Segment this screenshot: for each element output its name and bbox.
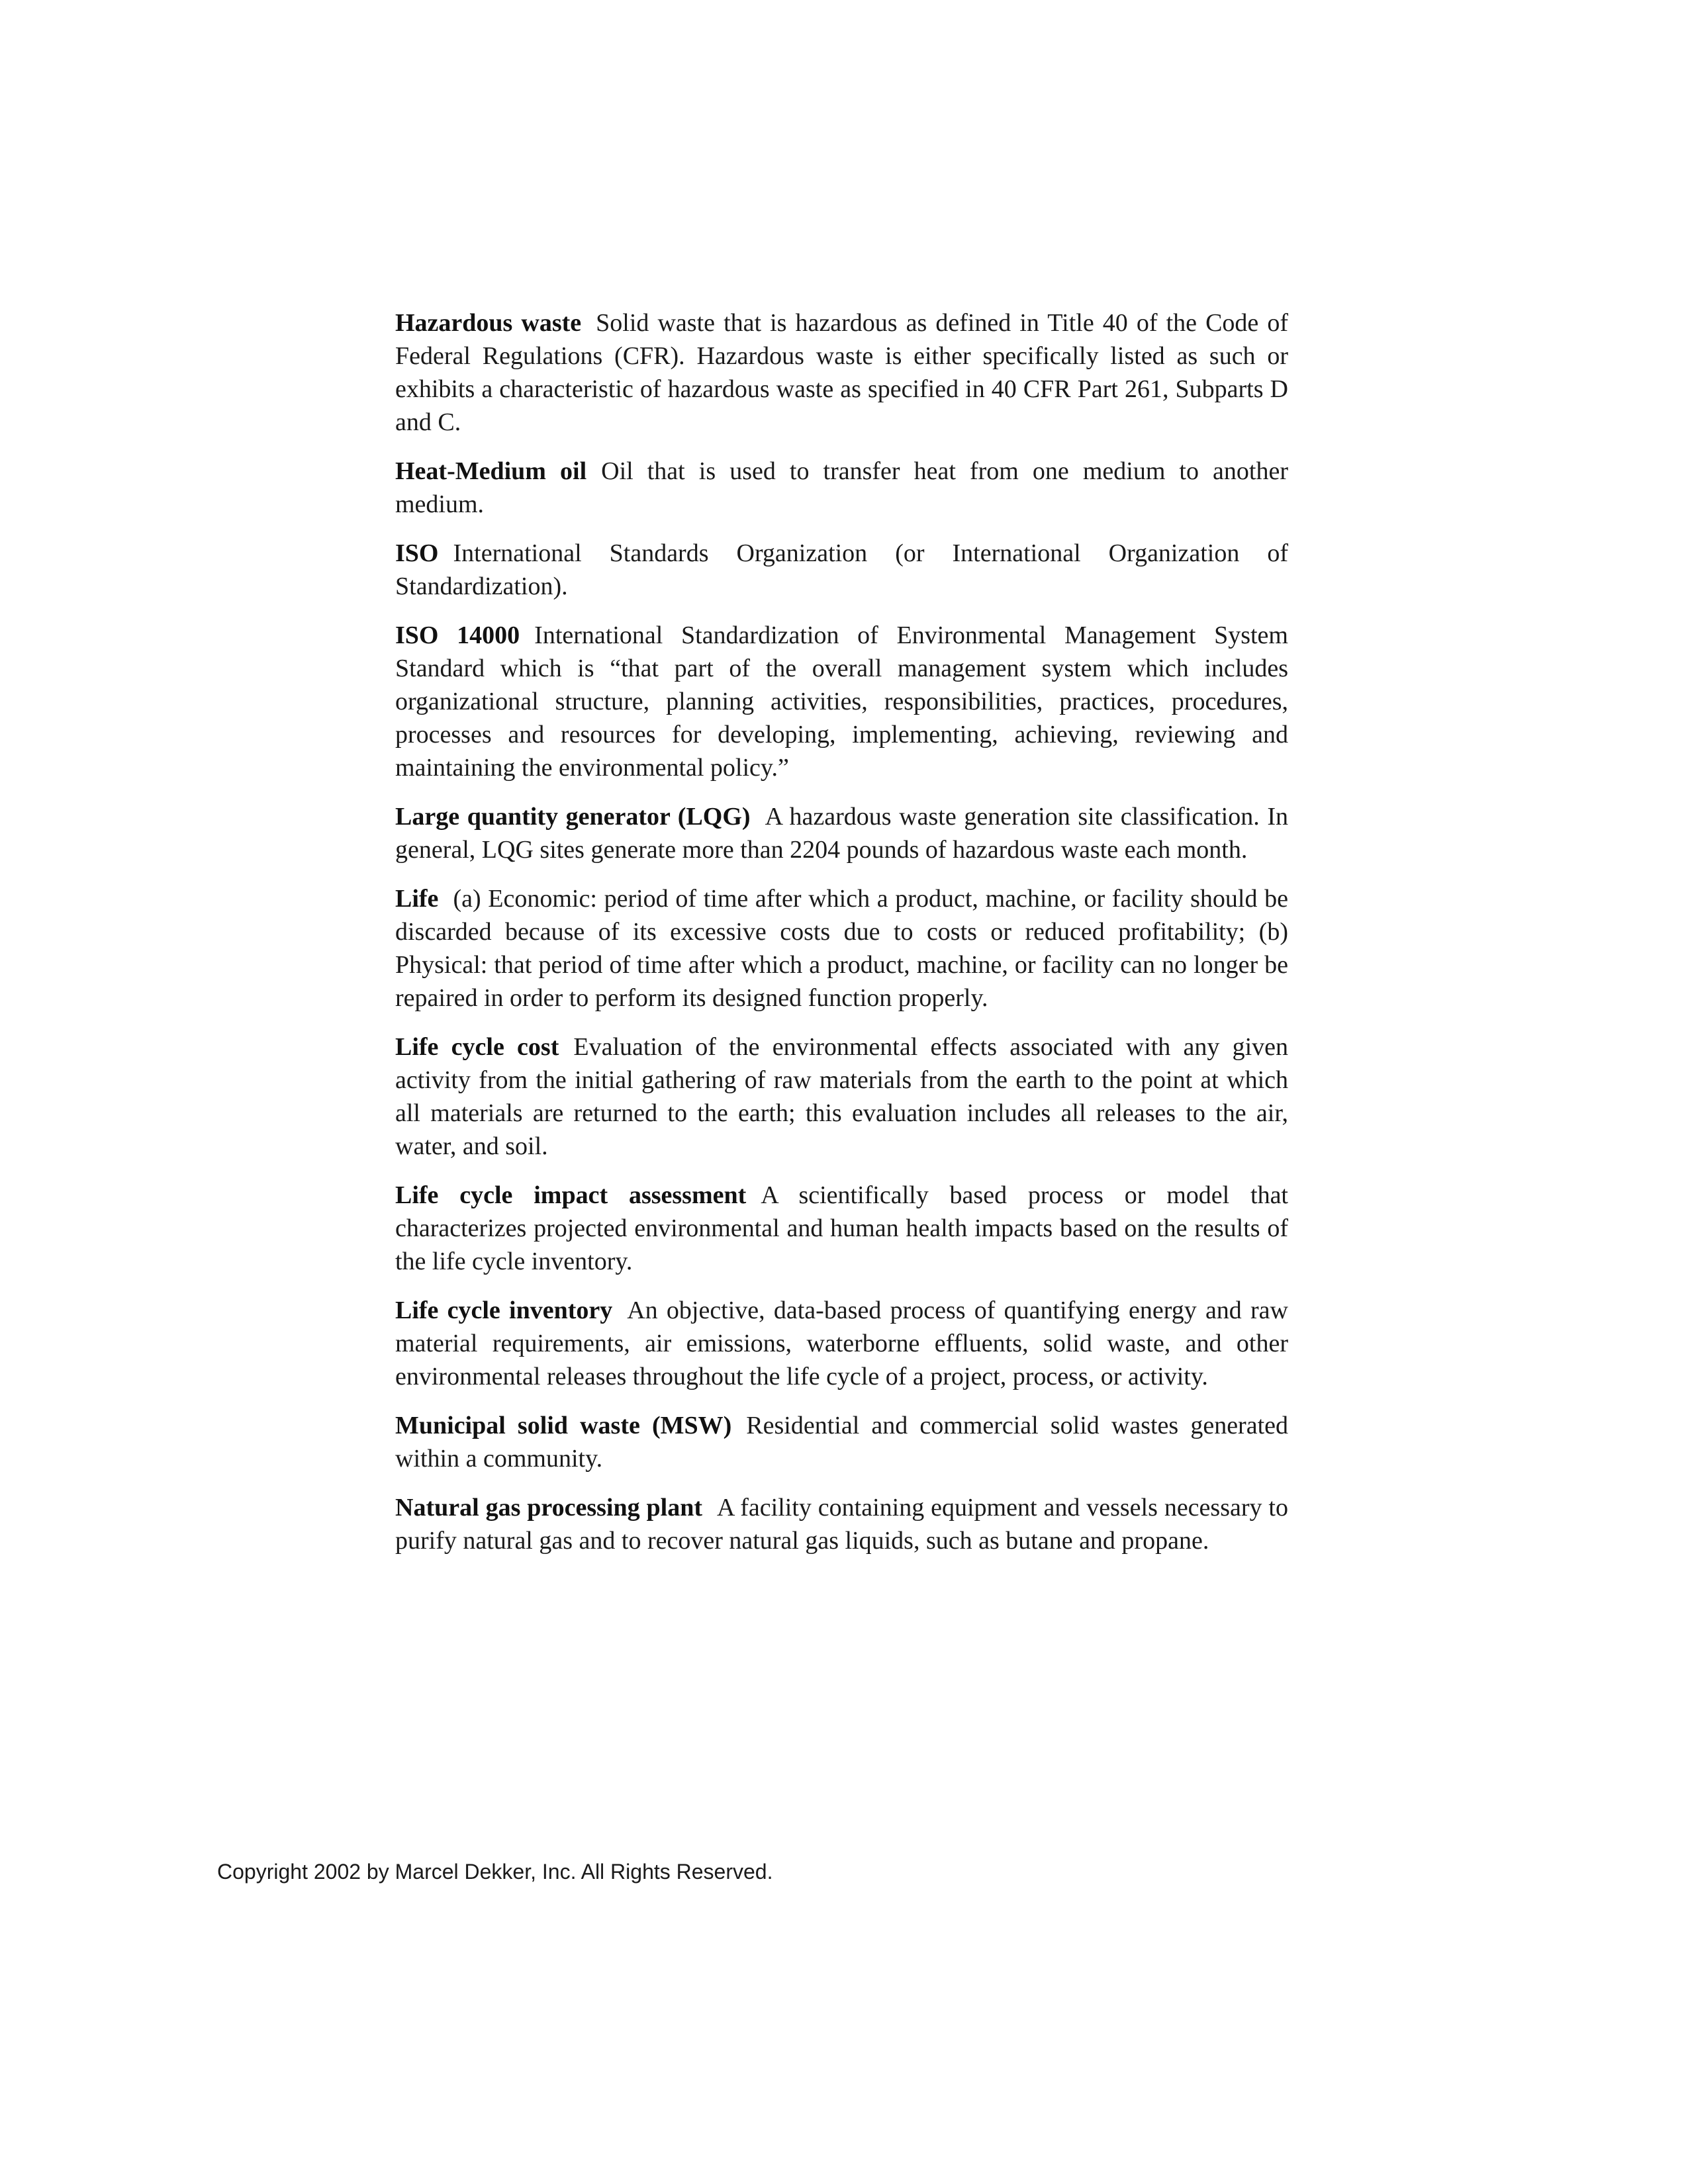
glossary-entry-municipal-solid-waste [395,1409,1288,1475]
glossary-entry-hazardous-waste [395,306,1288,439]
glossary-term: Life cycle inventory [395,1297,613,1324]
glossary-entry-life-cycle-inventory [395,1294,1288,1393]
glossary-definition: Residential and commercial solid wastes generated within a community. [395,1412,1288,1473]
glossary-definition: (a) Economic: period of time after which a product, machine, or facility should be discarded because of its excessive costs due to costs or reduced profitability; (b) Physical: that period of time after which a product, machine, or facility can no longer be repaired in order to perform its designed function properly. [395,885,1288,1012]
glossary-term: Heat-Medium oil [395,457,587,485]
glossary-entry-life-cycle-cost [395,1030,1288,1163]
glossary-definition: A facility containing equipment and vessels necessary to purify natural gas and to recover natural gas liquids, such as butane and propane. [395,1494,1288,1555]
glossary-term: ISO 14000 [395,621,520,649]
glossary-definition: An objective, data-based process of quantifying energy and raw material requirements, air emissions, waterborne effluents, solid waste, and other environmental releases throughout the life cycle of a project, process, or activity. [395,1297,1288,1390]
glossary-term: ISO [395,539,439,567]
glossary-column [395,306,1288,1573]
glossary-term: Natural gas processing plant [395,1494,702,1522]
glossary-definition: International Standardization of Environmental Management System Standard which is “that part of the overall management system which includes organizational structure, planning activities, responsibilities, practices, procedures, processes and resources for developing, implementing, achieving, reviewing and maintaining the environmental policy.” [395,621,1288,782]
glossary-entry-iso [395,537,1288,603]
glossary-definition: International Standards Organization (or International Organization of Standardization). [395,539,1288,600]
glossary-definition: Solid waste that is hazardous as defined in Title 40 of the Code of Federal Regulations (CFR). Hazardous waste is either specifically listed as such or exhibits a characteristic of hazardous waste as specified in 40 CFR Part 261, Subparts D and C. [395,309,1288,436]
glossary-entry-life [395,882,1288,1015]
glossary-entry-natural-gas-processing-plant [395,1491,1288,1557]
glossary-entry-heat-medium-oil [395,455,1288,521]
glossary-definition: Oil that is used to transfer heat from one medium to another medium. [395,457,1288,518]
glossary-entry-life-cycle-impact-assessment [395,1179,1288,1278]
glossary-entry-iso-14000 [395,619,1288,784]
copyright-footer: Copyright 2002 by Marcel Dekker, Inc. All Rights Reserved. [217,1860,773,1884]
glossary-definition: Evaluation of the environmental effects associated with any given activity from the initial gathering of raw materials from the earth to the point at which all materials are returned to the earth; this evaluation includes all releases to the air, water, and soil. [395,1033,1289,1160]
glossary-term: Life cycle impact assessment [395,1181,747,1209]
glossary-term: Large quantity generator (LQG) [395,803,751,831]
glossary-term: Life [395,885,439,913]
glossary-definition: A scientifically based process or model that characterizes projected environmental and human health impacts based on the results of the life cycle inventory. [395,1181,1288,1275]
glossary-term: Municipal solid waste (MSW) [395,1412,732,1439]
glossary-term: Hazardous waste [395,309,582,337]
glossary-term: Life cycle cost [395,1033,559,1061]
glossary-definition: A hazardous waste generation site classification. In general, LQG sites generate more than 2204 pounds of hazardous waste each month. [395,803,1288,864]
glossary-entry-large-quantity-generator [395,800,1288,866]
